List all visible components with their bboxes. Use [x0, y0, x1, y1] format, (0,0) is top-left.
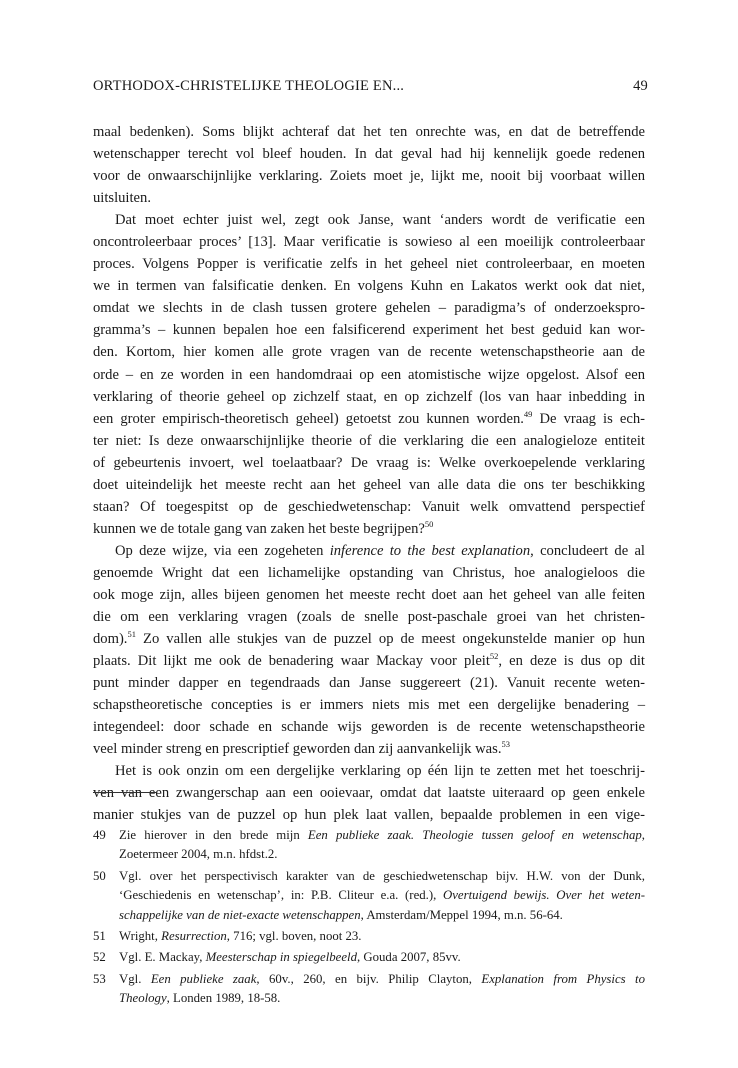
text-segment: , Gouda 2007, 85vv.	[356, 950, 461, 965]
main-text	[93, 121, 645, 827]
text-segment: , 60v., 260, en bijv. Philip Clayton,	[256, 971, 482, 986]
footnote-number: 52	[93, 950, 106, 965]
text-segment: plaats. Dit lijkt me ook de benadering waar Mackay voor pleit	[93, 653, 490, 670]
footnote-ref-49[interactable]: 49	[523, 408, 533, 419]
running-title: ORTHODOX-CHRISTELIJKE THEOLOGIE EN...	[93, 78, 405, 94]
footnote-text	[119, 927, 645, 946]
text-line	[93, 540, 645, 562]
text-line: schapstheoretische concepties is er immers niets mis met een dergelijke benadering –	[93, 697, 645, 714]
text-line	[119, 970, 645, 989]
text-segment: Zie hierover in den brede mijn	[119, 828, 308, 842]
text-line: omdat we slechts in de clash tussen grotere gehelen – paradigma’s of onderzoekspro-	[93, 300, 645, 317]
text-line: ter niet: Is deze onwaarschijnlijke theorie of die verklaring die een analogieloze entiteit	[93, 432, 645, 449]
text-line: den. Kortom, hier komen alle grote vragen van de recente wetenschapstheorie aan de	[93, 344, 645, 361]
text-line	[119, 989, 645, 1008]
text-line	[93, 408, 645, 430]
text-line: punt minder dapper en tegendraads dan Janse suggereert (21). Vanuit recente weten-	[93, 675, 645, 692]
text-line: ven van een zwangerschap aan een ooievaar, omdat dat laatste uiteraard op geen enkele	[93, 785, 645, 802]
text-line: manier stukjes van de puzzel op hun plek laat vallen, bepaalde problemen in een vige-	[93, 807, 645, 824]
text-segment: ,	[641, 828, 645, 842]
text-segment: De vraag is ech-	[532, 410, 645, 427]
text-line: ook moge zijn, alles bijeen genomen het meeste recht doet aan het geheel van alle feiten	[93, 586, 645, 603]
text-segment: , Amsterdam/Meppel 1994, m.n. 56-64.	[360, 907, 563, 922]
italic-title: Theology	[119, 991, 167, 1006]
text-line	[119, 906, 645, 925]
italic-title: Overtuigend bewijs. Over het weten-	[443, 888, 646, 903]
italic-term: inference to the best explanation	[329, 542, 531, 559]
italic-title: schappelijke van de niet-exacte wetenschappen	[119, 907, 361, 922]
text-line: wetenschapper terecht vol bleef houden. In dat geval had hij kennelijk goede redenen	[93, 146, 645, 163]
text-line: orde – en ze worden in een handomdraai op een atomistische wijze opgelost. Alsof een	[93, 366, 645, 383]
text-segment: dom).	[93, 631, 128, 648]
italic-title: Explanation from Physics to	[481, 971, 645, 986]
running-header	[93, 78, 648, 95]
text-line: doet uiteindelijk het meeste recht aan het geheel van alle data die ons ter beschikking	[93, 476, 645, 493]
text-segment: kunnen we de totale gang van zaken het beste begrijpen?	[93, 520, 425, 537]
footnote-text	[119, 948, 645, 967]
italic-title: Resurrection	[161, 929, 227, 944]
text-line: Zoetermeer 2004, m.n. hfdst.2.	[119, 847, 278, 862]
text-line: proces. Volgens Popper is verificatie zelfs in het geheel niet controleerbaar, en moeten	[93, 256, 645, 273]
text-line: die om een verklaring vragen (zoals de snelle post-paschale groei van het christen-	[93, 609, 645, 626]
footnote-53	[93, 970, 645, 1009]
text-segment: Vgl.	[119, 971, 151, 986]
footnote-text	[119, 970, 645, 1009]
text-line	[119, 826, 645, 845]
text-segment: , concludeert de al	[530, 542, 645, 559]
text-line	[119, 886, 645, 905]
text-line: uitsluiten.	[93, 190, 151, 207]
text-line: integendeel: door schade en schande wijs geworden is de recente wetenschapstheorie	[93, 719, 645, 736]
footnote-ref-50[interactable]: 50	[424, 518, 434, 529]
footnote-text	[119, 867, 645, 925]
italic-title: Een publieke zaak	[150, 971, 257, 986]
footnote-ref-53[interactable]: 53	[501, 739, 510, 750]
footnote-number: 49	[93, 828, 106, 842]
footnote-ref-51[interactable]: 51	[127, 629, 136, 640]
text-line: maal bedenken). Soms blijkt achteraf dat het ten onrechte was, en dat de betreffende	[93, 124, 645, 140]
footnote-number: 50	[93, 868, 106, 883]
italic-title: Meesterschap in spiegelbeeld	[205, 950, 357, 965]
text-line	[93, 628, 645, 650]
text-line: we in termen van falsificatie denken. En volgens Kuhn en Lakatos werkt ook dat niet,	[93, 278, 645, 295]
footnote-50	[93, 867, 645, 925]
footnote-ref-52[interactable]: 52	[489, 651, 499, 662]
footnote-divider	[93, 792, 157, 793]
text-segment: , en deze is dus op dit	[498, 653, 645, 670]
footnote-number: 51	[93, 929, 106, 944]
text-segment: veel minder streng en prescriptief geworden dan zij aanvankelijk was.	[93, 741, 502, 758]
text-line: Dat moet echter juist wel, zegt ook Janse, want ‘anders wordt de verificatie een	[115, 212, 645, 229]
text-line: oncontroleerbaar proces’ [13]. Maar verificatie is sowieso al een moeilijk controleerbaar	[93, 234, 645, 251]
text-line	[119, 927, 645, 946]
footnote-text	[119, 826, 645, 865]
text-line: of gebeurtenis invoert, wel toelaatbaar? De vraag is: Welke overkoepelende verklaring	[93, 454, 645, 471]
text-line	[119, 948, 645, 967]
text-line	[93, 738, 645, 760]
text-segment: , 716; vgl. boven, noot 23.	[226, 929, 362, 944]
paragraph-2	[93, 209, 645, 540]
footnote-51	[93, 927, 645, 946]
footnote-number: 53	[93, 971, 106, 986]
text-segment: Vgl. E. Mackay,	[119, 950, 206, 965]
text-line: verklaring of theorie geheel op zichzelf staat, en op zichzelf (los van haar inbedding in	[93, 388, 645, 405]
text-segment: een groter empirisch-theoretisch geheel) getoetst zou kunnen worden.	[93, 410, 524, 427]
text-line: genoemde Wright dat een lichamelijke opstanding van Christus, hoe analogieloos die	[93, 564, 645, 581]
text-line	[93, 650, 645, 672]
footnote-49	[93, 826, 645, 865]
footnote-52	[93, 948, 645, 967]
footnotes	[93, 826, 645, 1009]
text-line: Vgl. over het perspectivisch karakter van de geschiedwetenschap bijv. H.W. von der Dunk,	[119, 868, 645, 883]
text-segment: Zo vallen alle stukjes van de puzzel op de meest ongekunstelde manier op hun	[135, 631, 645, 648]
italic-title: Een publieke zaak. Theologie tussen geloof en wetenschap	[307, 828, 642, 842]
text-line	[93, 518, 645, 540]
text-segment: ‘Geschiedenis en wetenschap’, in: P.B. Cliteur e.a. (red.),	[119, 888, 444, 903]
paragraph-4	[93, 760, 645, 826]
text-line: Het is ook onzin om een dergelijke verklaring op één lijn te zetten met het toeschrij-	[115, 763, 645, 780]
paragraph-3	[93, 540, 645, 760]
page-number: 49	[633, 78, 648, 94]
text-line: voor de onwaarschijnlijke verklaring. Zoiets moet je, lijkt me, nooit bij voorbaat willen	[93, 168, 645, 185]
text-line: gramma’s – kunnen bepalen hoe een falsificerend experiment het best geduid kan wor-	[93, 322, 645, 339]
text-segment: Op deze wijze, via een zogeheten	[115, 542, 330, 559]
text-segment: Wright,	[119, 929, 162, 944]
text-segment: , Londen 1989, 18-58.	[166, 991, 281, 1006]
paragraph-1	[93, 121, 645, 209]
text-line: staan? Of toegespitst op de geschiedwetenschap: Vanuit welk omvattend perspectief	[93, 498, 645, 515]
